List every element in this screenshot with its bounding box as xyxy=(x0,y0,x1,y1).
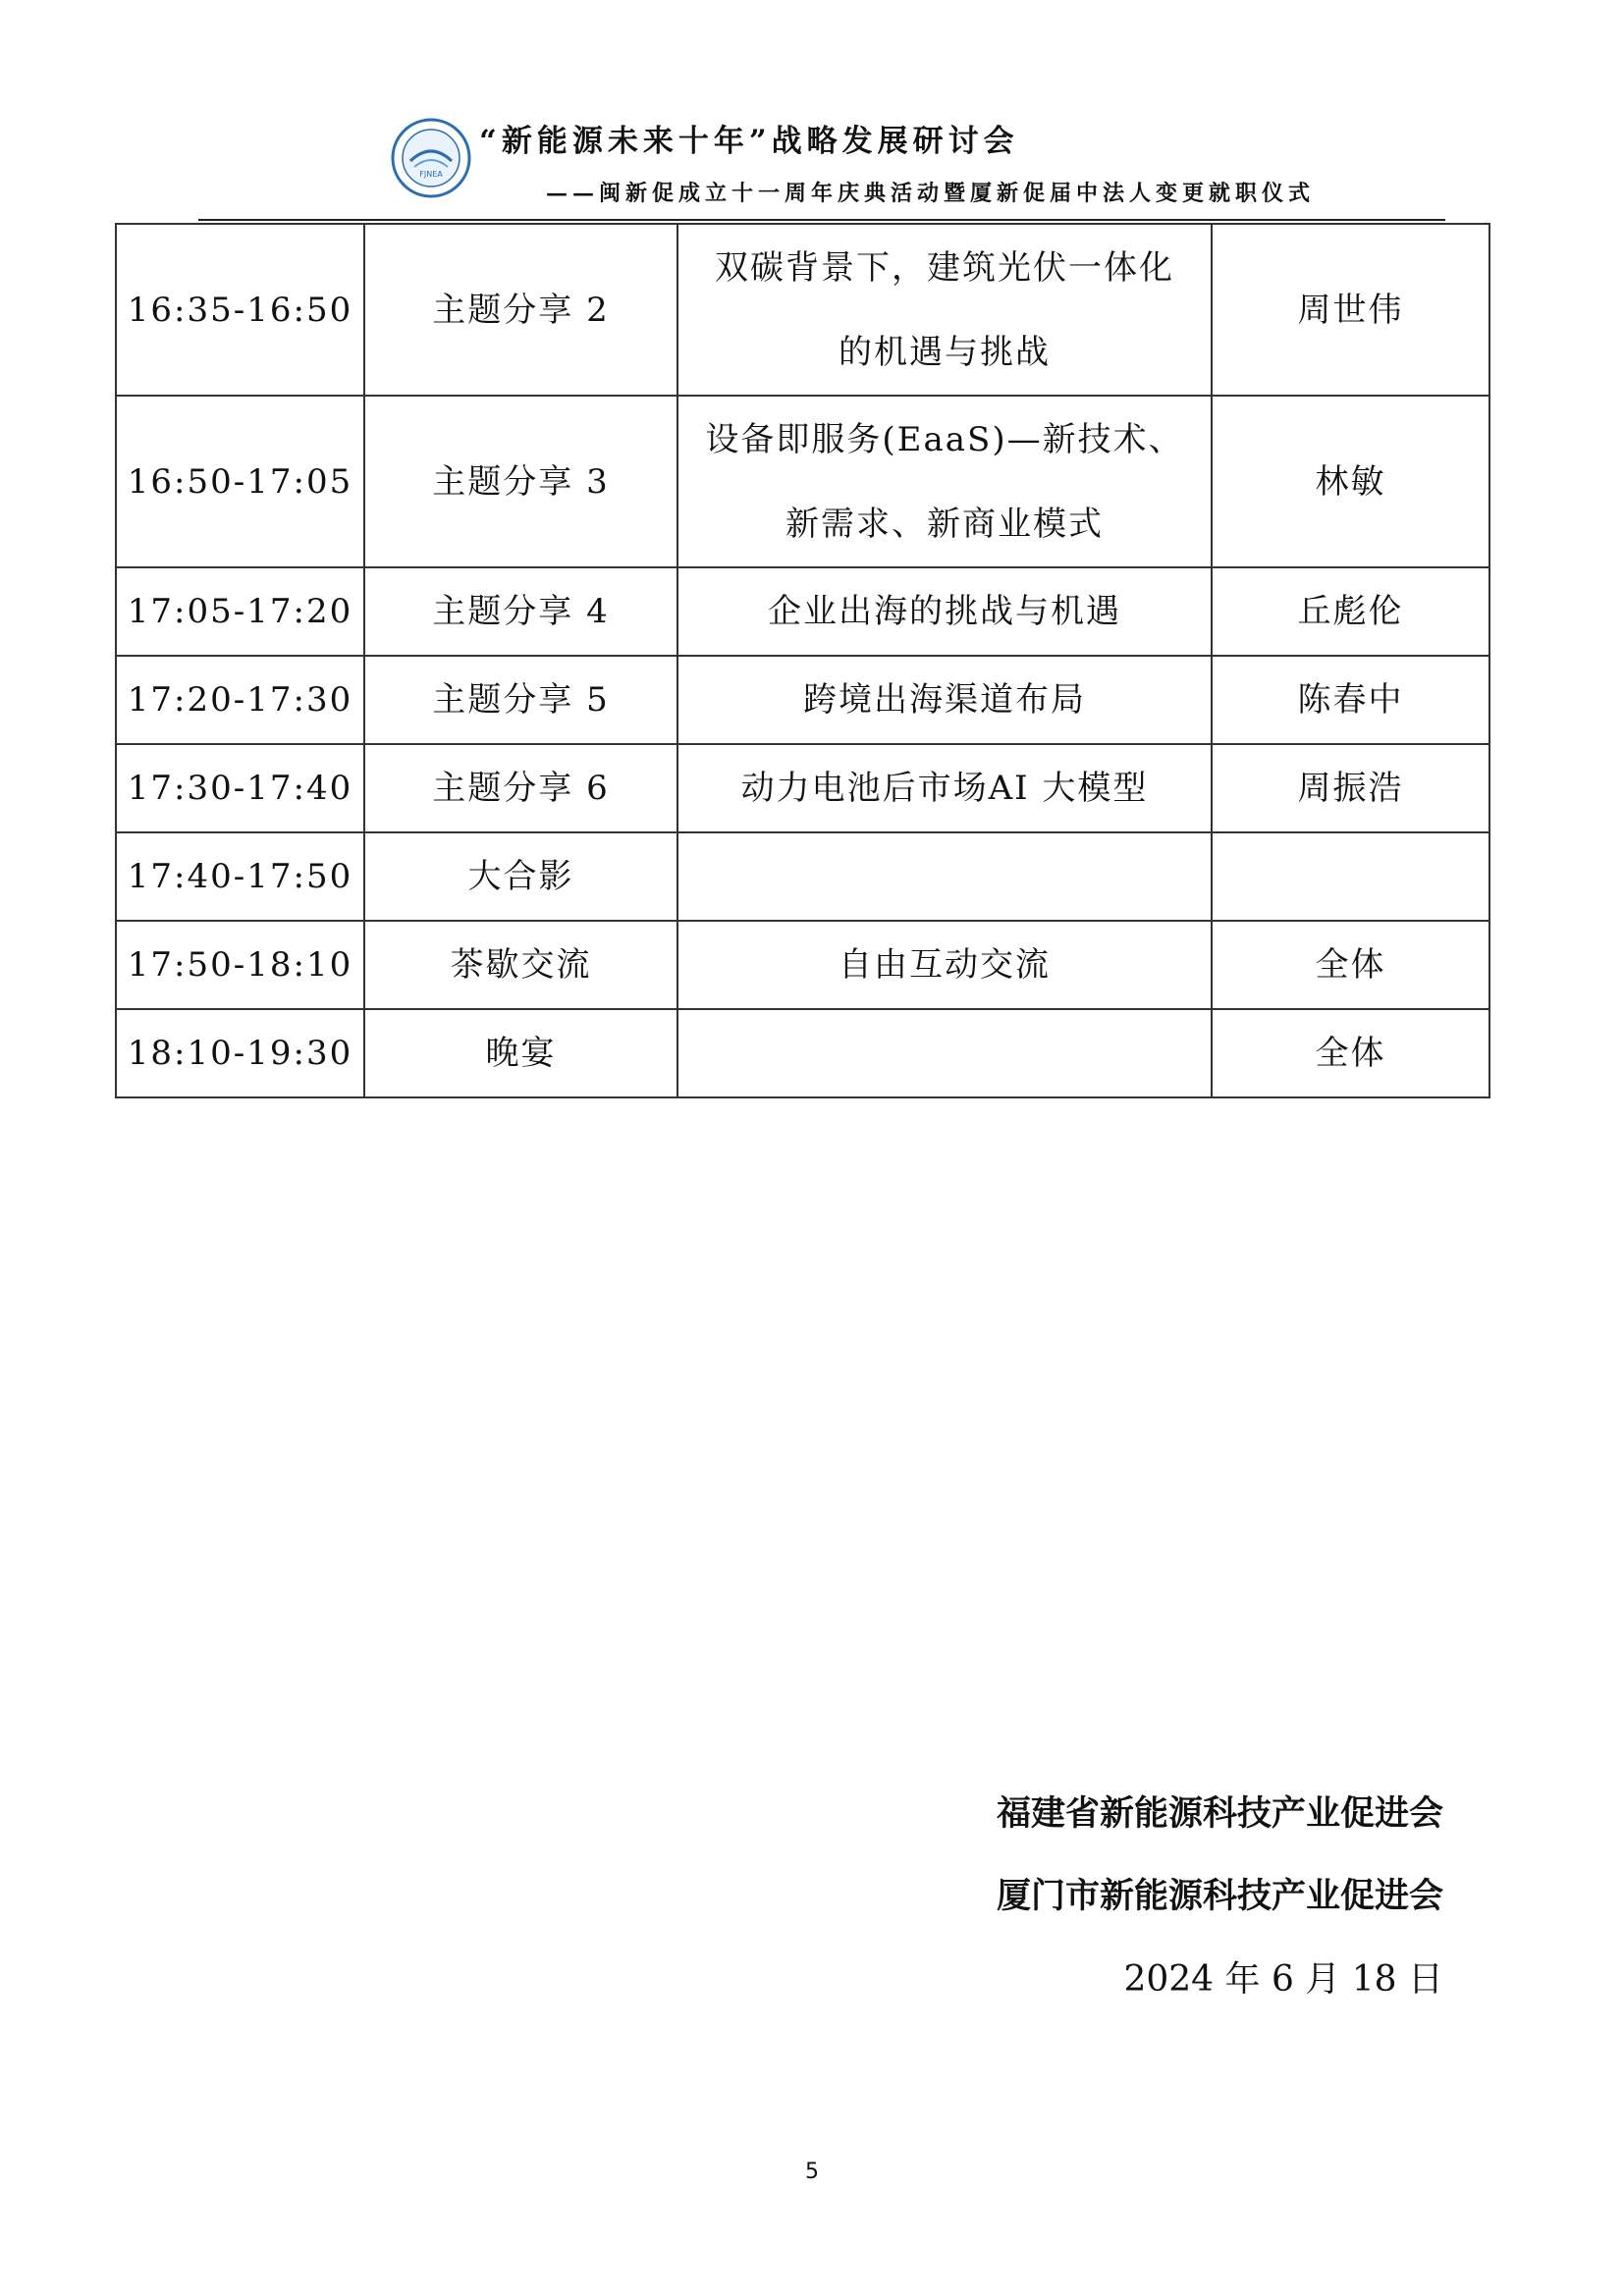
agenda-speaker: 林敏 xyxy=(1212,396,1489,567)
agenda-session: 主题分享 2 xyxy=(364,224,677,396)
agenda-topic xyxy=(677,224,1212,396)
agenda-time: 17:20-17:30 xyxy=(116,656,364,744)
agenda-topic xyxy=(677,921,1212,1009)
agenda-session: 主题分享 5 xyxy=(364,656,677,744)
agenda-time: 17:50-18:10 xyxy=(116,921,364,1009)
agenda-row xyxy=(116,396,1489,567)
agenda-speaker: 全体 xyxy=(1212,921,1489,1009)
agenda-speaker xyxy=(1212,832,1489,921)
agenda-topic xyxy=(677,832,1212,921)
agenda-topic xyxy=(677,1009,1212,1097)
agenda-session: 主题分享 6 xyxy=(364,744,677,832)
agenda-topic-line: 动力电池后市场AI 大模型 xyxy=(740,769,1149,808)
svg-text:FJNEA: FJNEA xyxy=(419,170,443,179)
agenda-speaker: 丘彪伦 xyxy=(1212,567,1489,656)
agenda-speaker: 周世伟 xyxy=(1212,224,1489,396)
agenda-time: 17:05-17:20 xyxy=(116,567,364,656)
signature-date: 2024 年 6 月 18 日 xyxy=(1123,1959,1443,2000)
page-number: 5 xyxy=(805,2160,819,2184)
agenda-row xyxy=(116,656,1489,744)
organizer-xiamen: 厦门市新能源科技产业促进会 xyxy=(996,1877,1443,1916)
agenda-session: 晚宴 xyxy=(364,1009,677,1097)
agenda-topic xyxy=(677,744,1212,832)
agenda-row xyxy=(116,567,1489,656)
header-divider xyxy=(198,219,1445,221)
agenda-time: 17:40-17:50 xyxy=(116,832,364,921)
agenda-row xyxy=(116,1009,1489,1097)
agenda-topic-line: 自由互动交流 xyxy=(839,945,1051,985)
agenda-table xyxy=(115,223,1490,1098)
organizer-fujian: 福建省新能源科技产业促进会 xyxy=(996,1794,1443,1834)
agenda-row xyxy=(116,832,1489,921)
agenda-time: 16:35-16:50 xyxy=(116,224,364,396)
agenda-topic-line: 的机遇与挑战 xyxy=(839,332,1051,372)
agenda-topic xyxy=(677,656,1212,744)
agenda-topic-line: 设备即服务(EaaS)—新技术、 xyxy=(705,419,1184,459)
agenda-row xyxy=(116,224,1489,396)
agenda-topic-line: 跨境出海渠道布局 xyxy=(803,680,1086,720)
agenda-speaker: 全体 xyxy=(1212,1009,1489,1097)
agenda-row xyxy=(116,921,1489,1009)
document-subtitle: ——闽新促成立十一周年庆典活动暨厦新促届中法人变更就职仪式 xyxy=(546,181,1316,206)
agenda-topic xyxy=(677,396,1212,567)
agenda-time: 17:30-17:40 xyxy=(116,744,364,832)
agenda-topic-line: 双碳背景下，建筑光伏一体化 xyxy=(715,247,1174,288)
agenda-session: 主题分享 4 xyxy=(364,567,677,656)
agenda-time: 18:10-19:30 xyxy=(116,1009,364,1097)
agenda-session: 主题分享 3 xyxy=(364,396,677,567)
agenda-speaker: 周振浩 xyxy=(1212,744,1489,832)
document-title: “新能源未来十年”战略发展研讨会 xyxy=(479,124,1019,159)
agenda-topic xyxy=(677,567,1212,656)
agenda-session: 大合影 xyxy=(364,832,677,921)
agenda-row xyxy=(116,744,1489,832)
agenda-session: 茶歇交流 xyxy=(364,921,677,1009)
association-logo xyxy=(391,118,471,198)
agenda-topic-line: 企业出海的挑战与机遇 xyxy=(768,592,1121,631)
agenda-speaker: 陈春中 xyxy=(1212,656,1489,744)
agenda-time: 16:50-17:05 xyxy=(116,396,364,567)
agenda-topic-line: 新需求、新商业模式 xyxy=(785,504,1104,544)
